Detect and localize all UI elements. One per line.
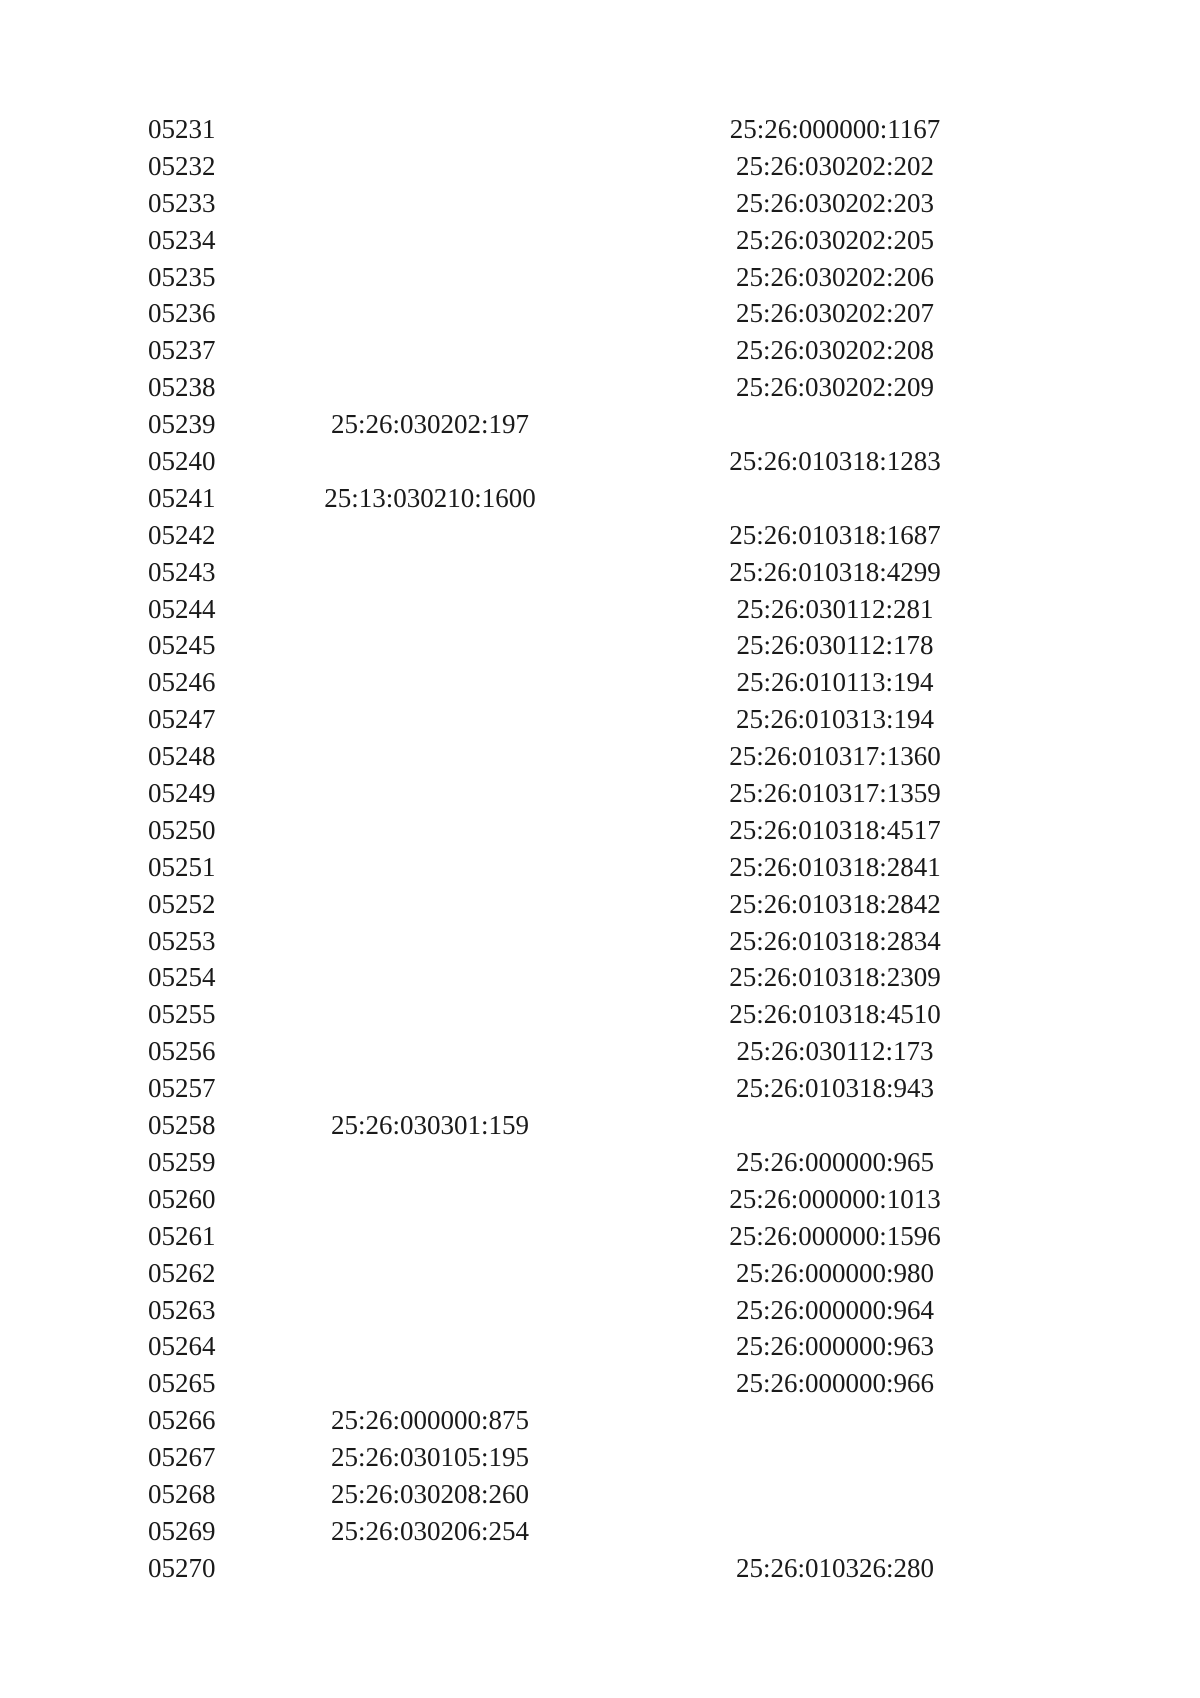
table-row (148, 148, 968, 185)
cadastral-number-b-text: 25:26:000000:963 (735, 1331, 935, 1362)
table-row (148, 480, 968, 517)
row-number: 05233 (148, 187, 216, 218)
table-row (148, 923, 968, 960)
table-row (148, 1513, 968, 1550)
row-number: 05270 (148, 1552, 216, 1583)
cadastral-number-b-text: 25:26:010317:1359 (729, 778, 941, 809)
cadastral-number-a-text: 25:26:000000:875 (330, 1405, 530, 1436)
table-row (148, 222, 968, 259)
table-row (148, 1328, 968, 1365)
table-row (148, 849, 968, 886)
cadastral-number-a-text: 25:26:030105:195 (330, 1442, 530, 1473)
table-row (148, 1218, 968, 1255)
cadastral-number-b-text: 25:26:030112:178 (736, 630, 934, 661)
table-row (148, 996, 968, 1033)
cadastral-number-b-text: 25:26:010318:4517 (729, 814, 941, 845)
cadastral-number-b-text: 25:26:010318:2309 (729, 962, 941, 993)
row-number: 05237 (148, 335, 216, 366)
cadastral-number-b-text: 25:26:010113:194 (736, 667, 934, 698)
table-row (148, 1402, 968, 1439)
cadastral-number-a-text: 25:13:030210:1600 (324, 482, 536, 513)
table-row (148, 295, 968, 332)
table-row (148, 664, 968, 701)
row-number: 05269 (148, 1515, 216, 1546)
cadastral-number-b-text: 25:26:030202:208 (735, 335, 935, 366)
row-number: 05259 (148, 1146, 216, 1177)
table-row (148, 1070, 968, 1107)
table-row (148, 259, 968, 296)
row-number: 05260 (148, 1183, 216, 1214)
table-row (148, 1550, 968, 1587)
row-number: 05243 (148, 556, 216, 587)
row-number: 05255 (148, 999, 216, 1030)
table-row (148, 701, 968, 738)
table-row (148, 775, 968, 812)
row-number: 05238 (148, 372, 216, 403)
cadastral-number-b-text: 25:26:030202:203 (735, 187, 935, 218)
table-row (148, 406, 968, 443)
row-number: 05244 (148, 593, 216, 624)
cadastral-number-table (148, 111, 968, 1587)
cadastral-number-b-text: 25:26:010317:1360 (729, 741, 941, 772)
row-number: 05234 (148, 224, 216, 255)
row-number: 05248 (148, 741, 216, 772)
row-number: 05251 (148, 851, 216, 882)
row-number: 05267 (148, 1442, 216, 1473)
table-row (148, 111, 968, 148)
cadastral-number-b-text: 25:26:000000:966 (735, 1368, 935, 1399)
cadastral-number-b-text: 25:26:010318:943 (735, 1073, 935, 1104)
row-number: 05266 (148, 1405, 216, 1436)
row-number: 05261 (148, 1220, 216, 1251)
table-row (148, 554, 968, 591)
row-number: 05231 (148, 114, 216, 144)
cadastral-number-b-text: 25:26:010318:1283 (729, 446, 941, 477)
cadastral-number-b-text: 25:26:010318:4510 (729, 999, 941, 1030)
cadastral-number-b-text: 25:26:010318:2842 (729, 888, 941, 919)
cadastral-number-b-text: 25:26:010318:2834 (729, 925, 941, 956)
row-number: 05250 (148, 814, 216, 845)
cadastral-number-b-text: 25:26:000000:964 (735, 1294, 935, 1325)
cadastral-number-b-text: 25:26:000000:980 (735, 1257, 935, 1288)
table-row (148, 886, 968, 923)
cadastral-number-b-text: 25:26:000000:965 (735, 1146, 935, 1177)
cadastral-number-b-text: 25:26:030202:206 (735, 261, 935, 292)
row-number: 05258 (148, 1110, 216, 1141)
row-number: 05235 (148, 261, 216, 292)
cadastral-number-a-text: 25:26:030208:260 (330, 1478, 530, 1509)
row-number: 05262 (148, 1257, 216, 1288)
row-number: 05241 (148, 482, 216, 513)
row-number: 05254 (148, 962, 216, 993)
table-row (148, 812, 968, 849)
table-row (148, 738, 968, 775)
table-row (148, 1292, 968, 1329)
table-row (148, 1365, 968, 1402)
row-number: 05253 (148, 925, 216, 956)
table-row (148, 332, 968, 369)
row-number: 05236 (148, 298, 216, 329)
cadastral-number-b-text: 25:26:030202:205 (735, 224, 935, 255)
table-row (148, 627, 968, 664)
row-number: 05245 (148, 630, 216, 661)
table-row (148, 1144, 968, 1181)
cadastral-number-b-text: 25:26:000000:1167 (729, 114, 941, 144)
cadastral-number-b-text: 25:26:030202:202 (735, 150, 935, 181)
table-row (148, 443, 968, 480)
row-number: 05232 (148, 150, 216, 181)
row-number: 05246 (148, 667, 216, 698)
row-number: 05257 (148, 1073, 216, 1104)
table-row (148, 1476, 968, 1513)
cadastral-number-b-text: 25:26:010318:4299 (729, 556, 941, 587)
cadastral-number-b-text: 25:26:010313:194 (735, 704, 935, 735)
cadastral-number-b-text: 25:26:010318:1687 (729, 519, 941, 550)
row-number: 05252 (148, 888, 216, 919)
cadastral-number-b-text: 25:26:030112:281 (736, 593, 934, 624)
row-number: 05247 (148, 704, 216, 735)
row-number: 05239 (148, 409, 216, 440)
cadastral-number-a-text: 25:26:030301:159 (330, 1110, 530, 1141)
table-row (148, 1439, 968, 1476)
cadastral-number-b-text: 25:26:000000:1013 (729, 1183, 941, 1214)
row-number: 05256 (148, 1036, 216, 1067)
cadastral-number-b-text: 25:26:000000:1596 (729, 1220, 941, 1251)
cadastral-number-b-text: 25:26:030202:207 (735, 298, 935, 329)
row-number: 05264 (148, 1331, 216, 1362)
table-row (148, 369, 968, 406)
table-row (148, 185, 968, 222)
table-row (148, 1107, 968, 1144)
row-number: 05242 (148, 519, 216, 550)
cadastral-number-a-text: 25:26:030202:197 (330, 409, 530, 440)
row-number: 05265 (148, 1368, 216, 1399)
cadastral-number-b-text: 25:26:010318:2841 (729, 851, 941, 882)
table-row (148, 1255, 968, 1292)
table-row (148, 591, 968, 628)
row-number: 05240 (148, 446, 216, 477)
row-number: 05268 (148, 1478, 216, 1509)
table-row (148, 1033, 968, 1070)
cadastral-number-a-text: 25:26:030206:254 (330, 1515, 530, 1546)
row-number: 05263 (148, 1294, 216, 1325)
table-row (148, 1181, 968, 1218)
cadastral-number-b-text: 25:26:030202:209 (735, 372, 935, 403)
cadastral-number-b-text: 25:26:010326:280 (735, 1552, 935, 1583)
row-number: 05249 (148, 778, 216, 809)
table-row (148, 517, 968, 554)
table-row (148, 959, 968, 996)
cadastral-number-b-text: 25:26:030112:173 (736, 1036, 934, 1067)
